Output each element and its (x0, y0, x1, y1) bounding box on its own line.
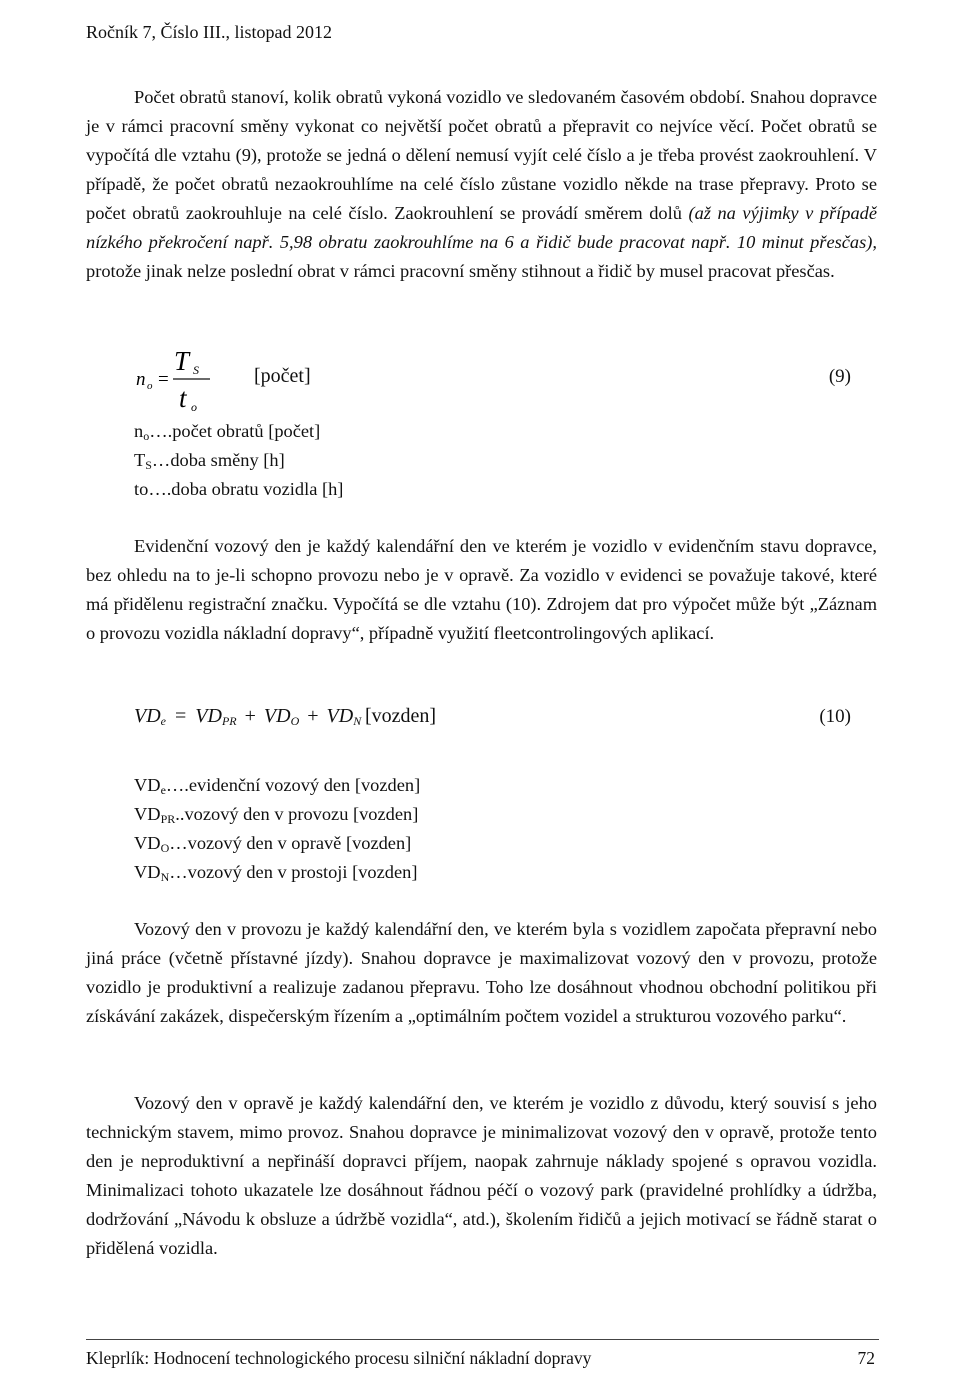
legend-subscript: N (160, 870, 170, 884)
paragraph-evidence-day-text: Evidenční vozový den je každý kalendářní den ve kterém je vozidlo v evidenčním stavu dopravce, bez ohledu na to je-li schopno provozu nebo je v opravě. Za vozidlo v evidenci se považuje takové, které má přidělenu registrační značku. Vypočítá se dle vztahu (10). Zdrojem dat pro výpočet může být „Záznam o provozu vozidla nákladní dopravy“, případně využití fleetcontrolingových aplikací. (86, 536, 877, 643)
legend-10-item (134, 858, 420, 887)
formula-9-numerator: T (174, 346, 190, 376)
formula-term: VD (263, 705, 291, 727)
formula-9-equals: = (158, 369, 169, 390)
formula-10 (86, 705, 877, 739)
legend-subscript: e (160, 783, 166, 797)
legend-symbol: VD (134, 804, 161, 824)
formula-sub: e (160, 714, 166, 728)
formula-10-expression (134, 705, 361, 728)
formula-9-unit: [počet] (254, 365, 311, 387)
formula-9-lhs-sub: o (147, 380, 153, 392)
legend-symbol: VD (134, 833, 161, 853)
legend-9-item (134, 417, 343, 446)
paragraph-evidence-day (86, 532, 877, 648)
page-footer (86, 1348, 877, 1369)
legend-10-item (134, 800, 420, 829)
formula-plus: + (307, 705, 319, 727)
legend-description: ….počet obratů [počet] (149, 421, 321, 441)
legend-symbol: T (134, 450, 146, 470)
legend-9-item (134, 475, 343, 504)
page-number: 72 (857, 1348, 875, 1368)
legend-subscript: O (160, 841, 170, 855)
formula-sub: N (353, 714, 362, 728)
paragraph-operating-day-text: Vozový den v provozu je každý kalendářní den, ve kterém byla s vozidlem započata přepravní nebo jiná práce (včetně přístavné jízdy). Snahou dopravce je maximalizovat vozový den v provozu, protože vozidlo je produktivní a realizuje zadanou přepravu. Toho lze dosáhnout vhodnou obchodní politikou při získávání zakázek, dispečerským řízením a „optimálním počtem vozidel a strukturou vozového parku“. (86, 919, 877, 1026)
formula-term: VD (195, 705, 222, 727)
formula-plus: + (244, 705, 256, 727)
formula-9-numerator-sub: S (193, 363, 199, 377)
formula-10-unit: [vozden] (365, 705, 437, 727)
legend-description: ….doba obratu vozidla [h] (148, 479, 344, 499)
legend-10 (134, 771, 420, 887)
footer-divider (86, 1339, 879, 1340)
formula-term: VD (134, 705, 161, 727)
formula-9-denominator: t (179, 383, 187, 413)
paragraph-turnover-text: Počet obratů stanoví, kolik obratů vykoná vozidlo ve sledovaném časovém období. Snahou dopravce je v rámci pracovní směny vykonat co největší počet obratů a přepravit co nejvíce věcí. Počet obratů se vypočítá dle vztahu (9), protože se jedná o dělení nemusí vyjít celé číslo a je třeba provést zaokrouhlení. V případě, že počet obratů nezaokrouhlíme na celé číslo zůstane vozidlo někde na trase přepravy. Proto se počet obratů zaokrouhluje na celé číslo. Zaokrouhlení se provádí směrem dolů (86, 87, 877, 223)
legend-subscript: o (143, 429, 150, 443)
formula-9-number: (9) (828, 366, 851, 387)
legend-symbol: to (134, 479, 149, 499)
legend-description: ..vozový den v provozu [vozden] (175, 804, 419, 824)
paragraph-turnover-end: protože jinak nelze poslední obrat v rámci pracovní směny stihnout a řidič by musel pracovat přesčas. (86, 261, 835, 281)
legend-description: …vozový den v prostoji [vozden] (169, 862, 418, 882)
formula-9-denominator-sub: o (191, 400, 197, 414)
formula-sub: O (290, 714, 300, 728)
page-header: Ročník 7, Číslo III., listopad 2012 (86, 22, 332, 42)
formula-term: VD (326, 705, 354, 727)
legend-subscript: PR (160, 812, 176, 826)
legend-symbol: VD (134, 775, 161, 795)
legend-9-item (134, 446, 343, 475)
formula-equals: = (175, 705, 187, 727)
legend-description: …vozový den v opravě [vozden] (169, 833, 412, 853)
paragraph-repair-day-text: Vozový den v opravě je každý kalendářní den, ve kterém je vozidlo z důvodu, který souvisí s jeho technickým stavem, mimo provoz. Snahou dopravce je minimalizovat vozový den v opravě, protože tento den je neproduktivní a nepřináší dopravci příjem, naopak zahrnuje náklady spojené s opravou vozidla. Minimalizaci tohoto ukazatele lze dosáhnout řádnou péčí o vozový park (pravidelné prohlídky a údržba, dodržování „Návodu k obsluze a údržbě vozidla“, atd.), školením řidičů a jejich motivací se řádně starat o přidělená vozidla. (86, 1093, 877, 1258)
formula-10-number: (10) (819, 706, 851, 727)
legend-description: …doba směny [h] (151, 450, 285, 470)
legend-description: ….evidenční vozový den [vozden] (165, 775, 421, 795)
legend-subscript: S (145, 458, 152, 472)
paragraph-operating-day (86, 915, 877, 1031)
legend-9 (134, 417, 343, 504)
paragraph-turnover (86, 83, 877, 286)
paragraph-turnover-italic: (až na výjimky v případě nízkého překročení např. 5,98 obratu zaokrouhlíme na 6 a řidič bude pracovat např. 10 minut přesčas), (86, 203, 877, 252)
legend-symbol: n (134, 421, 144, 441)
paragraph-repair-day (86, 1089, 877, 1263)
formula-9-lhs: n (136, 369, 146, 390)
footer-title: Kleprlík: Hodnocení technologického procesu silniční nákladní dopravy (86, 1348, 592, 1368)
legend-10-item (134, 829, 420, 858)
formula-sub: PR (221, 714, 237, 728)
legend-10-item (134, 771, 420, 800)
legend-symbol: VD (134, 862, 161, 882)
formula-9 (86, 345, 877, 415)
